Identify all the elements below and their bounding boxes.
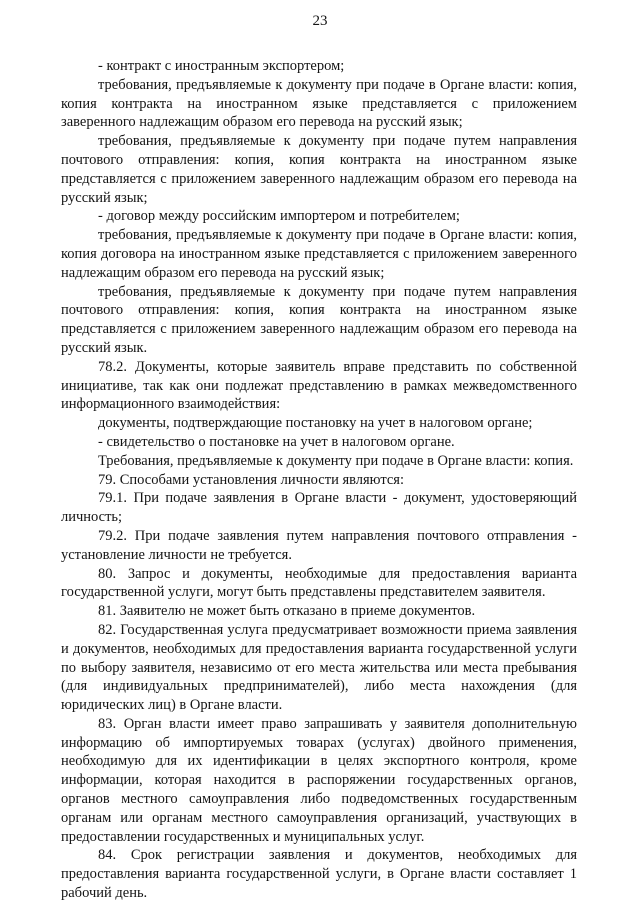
paragraph-requirements-by-mail: требования, предъявляемые к документу при подаче путем направления почтового отправления: копия, копия контракта на иностранном языке представляется с приложением заверенного надлежащим образом его перевода на русский язык. [61, 283, 577, 356]
paragraph-tax-documents: документы, подтверждающие постановку на учет в налоговом органе; [98, 415, 533, 432]
paragraph-requirements-copy: Требования, предъявляемые к документу при подаче в Органе власти: копия. [98, 452, 574, 469]
paragraph-83: 83. Орган власти имеет право запрашивать у заявителя дополнительную информацию об импортируемых товарах (услугах) двойного применения, необходимую для их идентификации в целях экспортного контроля, кроме информации, которая находится в распоряжении государственных органов, органов местного самоуправления либо подведомственных государственным органам или органам местного самоуправления организаций, участвующих в предоставлении государственных и муниципальных услуг. [61, 715, 577, 845]
paragraph-84: 84. Срок регистрации заявления и документов, необходимых для предоставления варианта государственной услуги, в Органе власти составляет 1 рабочий день. [61, 847, 577, 902]
page-number: 23 [312, 13, 328, 29]
paragraph-tax-certificate: - свидетельство о постановке на учет в налоговом органе. [98, 433, 455, 450]
document-body [61, 57, 577, 903]
paragraph-79-2: 79.2. При подаче заявления путем направления почтового отправления - установление личности не требуется. [61, 527, 577, 563]
paragraph-78-2: 78.2. Документы, которые заявитель вправе представить по собственной инициативе, так как они подлежат представлению в рамках межведомственного информационного взаимодействия: [61, 358, 577, 413]
paragraph-80: 80. Запрос и документы, необходимые для предоставления варианта государственной услуги, могут быть представлены представителем заявителя. [61, 565, 577, 601]
paragraph-requirements-in-person: требования, предъявляемые к документу при подаче в Органе власти: копия, копия договора на иностранном языке представляется с приложением заверенного надлежащим образом его перевода на русский язык; [61, 227, 577, 281]
paragraph-79-1: 79.1. При подаче заявления в Органе власти - документ, удостоверяющий личность; [61, 490, 577, 526]
paragraph-81: 81. Заявителю не может быть отказано в приеме документов. [98, 603, 476, 620]
paragraph-82: 82. Государственная услуга предусматривает возможности приема заявления и документов, необходимых для предоставления варианта государственной услуги по выбору заявителя, независимо от его места жительства или места пребывания (для индивидуальных предпринимателей), либо места нахождения (для юридических лиц) в Органе власти. [61, 621, 577, 714]
paragraph-requirements-in-person: требования, предъявляемые к документу при подаче в Органе власти: копия, копия контракта на иностранном языке представляется с приложением заверенного надлежащим образом его перевода на русский язык; [61, 76, 577, 131]
paragraph-requirements-by-mail: требования, предъявляемые к документу при подаче путем направления почтового отправления: копия, копия контракта на иностранном языке представляется с приложением заверенного надлежащим образом его перевода на русский язык; [61, 133, 577, 206]
paragraph-contract-exporter: - контракт с иностранным экспортером; [98, 58, 345, 74]
paragraph-79: 79. Способами установления личности являются: [98, 471, 404, 488]
paragraph-agreement-importer: - договор между российским импортером и потребителем; [98, 208, 460, 225]
